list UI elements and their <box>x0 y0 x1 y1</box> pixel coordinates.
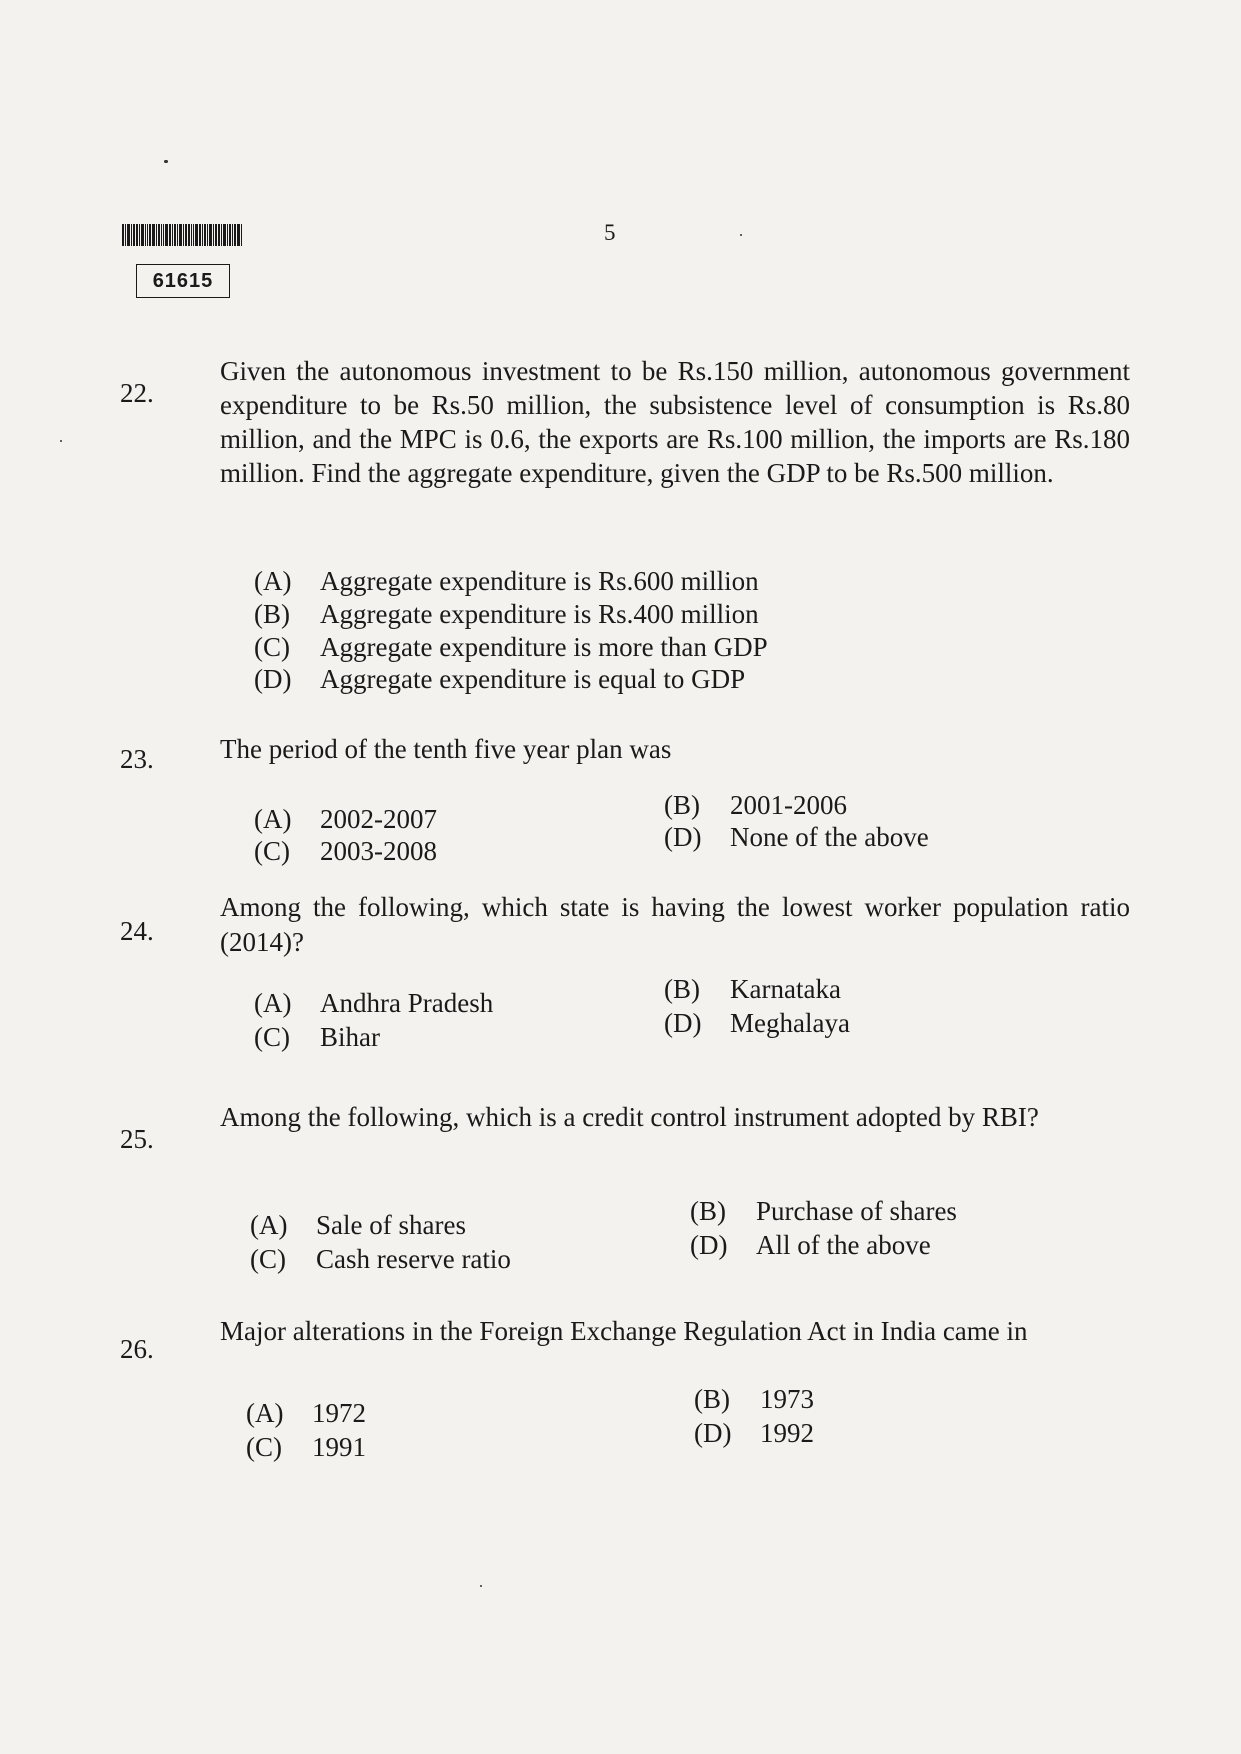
option-d <box>664 822 929 853</box>
question-text: Among the following, which is a credit control instrument adopted by RBI? <box>220 1102 1039 1132</box>
option-text: 1973 <box>760 1384 814 1414</box>
option-label: (B) <box>664 790 700 820</box>
option-text: Sale of shares <box>316 1210 466 1240</box>
option-text: Aggregate expenditure is Rs.600 million <box>320 566 759 596</box>
option-c <box>246 1432 366 1463</box>
option-text: 1991 <box>312 1432 366 1462</box>
option-label: (A) <box>246 1398 284 1428</box>
option-b <box>694 1384 814 1415</box>
option-d <box>690 1230 931 1261</box>
option-label: (D) <box>664 822 702 852</box>
scan-speck <box>164 160 168 163</box>
option-d <box>694 1418 814 1449</box>
option-label: (A) <box>254 988 292 1018</box>
question-number: 26. <box>120 1334 154 1364</box>
question-number: 24. <box>120 916 154 946</box>
option-c <box>254 1022 380 1053</box>
question-text: Among the following, which state is having the lowest worker population ratio (2014)? <box>220 892 1130 957</box>
option-label: (D) <box>694 1418 732 1448</box>
option-label: (C) <box>254 836 290 866</box>
barcode <box>122 224 287 246</box>
option-label: (B) <box>690 1196 726 1226</box>
option-b <box>254 599 759 630</box>
option-label: (D) <box>254 664 292 694</box>
option-text: Cash reserve ratio <box>316 1244 511 1274</box>
option-b <box>690 1196 957 1227</box>
option-d <box>664 1008 850 1039</box>
option-label: (C) <box>254 632 290 662</box>
question-text: The period of the tenth five year plan was <box>220 734 672 764</box>
option-text: 1972 <box>312 1398 366 1428</box>
scan-speck <box>60 440 62 442</box>
option-text: Aggregate expenditure is equal to GDP <box>320 664 746 694</box>
scan-speck <box>480 1585 482 1587</box>
option-b <box>664 790 847 821</box>
option-text: Aggregate expenditure is Rs.400 million <box>320 599 759 629</box>
option-a <box>246 1398 366 1429</box>
scan-speck <box>740 234 742 236</box>
option-text: Meghalaya <box>730 1008 850 1038</box>
option-a <box>254 566 759 597</box>
option-c <box>254 836 437 867</box>
option-c <box>250 1244 511 1275</box>
option-label: (A) <box>254 566 292 596</box>
option-label: (C) <box>246 1432 282 1462</box>
option-b <box>664 974 841 1005</box>
option-a <box>254 988 493 1019</box>
option-label: (D) <box>664 1008 702 1038</box>
option-label: (A) <box>254 804 292 834</box>
question-text: Major alterations in the Foreign Exchange Regulation Act in India came in <box>220 1316 1028 1346</box>
option-label: (B) <box>694 1384 730 1414</box>
page-number: 5 <box>604 220 616 245</box>
paper-code: 61615 <box>136 264 230 298</box>
option-text: None of the above <box>730 822 929 852</box>
option-c <box>254 632 768 663</box>
option-label: (C) <box>254 1022 290 1052</box>
option-text: Purchase of shares <box>756 1196 957 1226</box>
option-label: (B) <box>664 974 700 1004</box>
question-number: 23. <box>120 744 154 774</box>
option-label: (C) <box>250 1244 286 1274</box>
option-text: 1992 <box>760 1418 814 1448</box>
option-text: Bihar <box>320 1022 380 1052</box>
question-text: Given the autonomous investment to be Rs.150 million, autonomous government expenditure to be Rs.50 million, the subsistence level of consumption is Rs.80 million, and the MPC is 0.6, the exports are Rs.100 million, the imports are Rs.180 million. Find the aggregate expenditure, given the GDP to be Rs.500 million. <box>220 356 1130 488</box>
option-text: All of the above <box>756 1230 931 1260</box>
option-text: 2001-2006 <box>730 790 847 820</box>
option-d <box>254 664 745 695</box>
option-text: 2002-2007 <box>320 804 437 834</box>
question-number: 25. <box>120 1124 154 1154</box>
option-a <box>250 1210 466 1241</box>
option-a <box>254 804 437 835</box>
option-label: (B) <box>254 599 290 629</box>
option-text: Karnataka <box>730 974 841 1004</box>
option-text: Aggregate expenditure is more than GDP <box>320 632 768 662</box>
option-text: 2003-2008 <box>320 836 437 866</box>
question-number: 22. <box>120 378 154 408</box>
option-label: (D) <box>690 1230 728 1260</box>
option-label: (A) <box>250 1210 288 1240</box>
option-text: Andhra Pradesh <box>320 988 494 1018</box>
